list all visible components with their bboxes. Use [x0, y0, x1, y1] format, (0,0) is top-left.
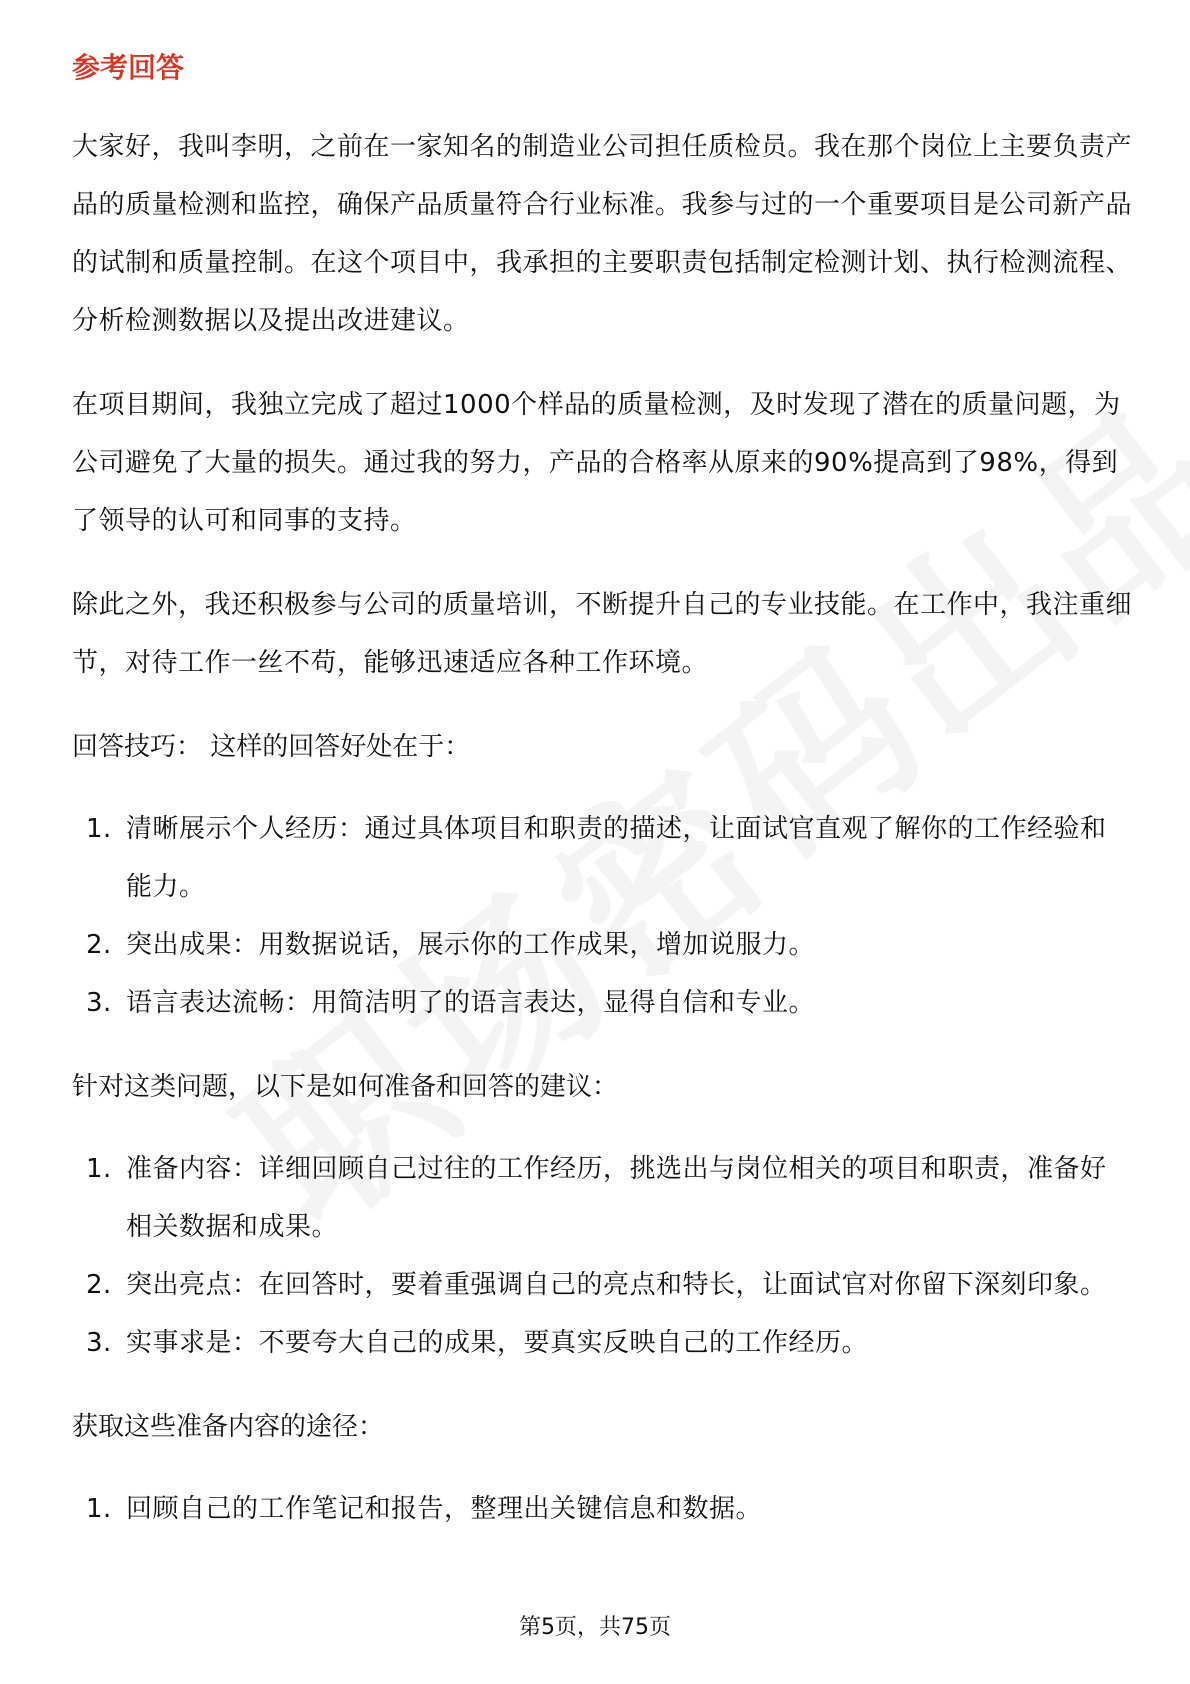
list-item-text: 突出亮点：在回答时，要着重强调自己的亮点和特长，让面试官对你留下深刻印象。 — [126, 1270, 1107, 1300]
sources-heading: 获取这些准备内容的途径： — [72, 1412, 385, 1442]
paragraph-project: 在项目期间，我独立完成了超过1000个样品的质量检测，及时发现了潜在的质量问题，为公司避免了大量的损失。通过我的努力，产品的合格率从原来的90%提高到了98%，得到了领导的认可和同事的支持。 — [72, 390, 1121, 536]
list-number: 2. — [86, 930, 112, 960]
list-number: 2. — [86, 1270, 112, 1300]
list-number: 1. — [86, 1154, 112, 1184]
list-number: 1. — [86, 814, 112, 844]
list-item — [72, 800, 1132, 916]
tips-list — [72, 800, 1132, 1032]
list-number: 1. — [86, 1494, 112, 1524]
list-number: 3. — [86, 1328, 112, 1358]
list-item — [72, 1256, 1132, 1314]
advice-list — [72, 1140, 1132, 1372]
list-item-text: 回顾自己的工作笔记和报告，整理出关键信息和数据。 — [126, 1494, 763, 1524]
list-item-text: 实事求是：不要夸大自己的成果，要真实反映自己的工作经历。 — [126, 1328, 869, 1358]
page-content — [72, 48, 1132, 1564]
page-title: 参考回答 — [72, 51, 185, 84]
page-number: 第5页，共75页 — [519, 1615, 671, 1640]
list-item-text: 语言表达流畅：用简洁明了的语言表达，显得自信和专业。 — [126, 988, 816, 1018]
paragraph-skills: 除此之外，我还积极参与公司的质量培训，不断提升自己的专业技能。在工作中，我注重细节，对待工作一丝不苟，能够迅速适应各种工作环境。 — [72, 590, 1133, 678]
list-item-text: 突出成果：用数据说话，展示你的工作成果，增加说服力。 — [126, 930, 816, 960]
advice-heading: 针对这类问题，以下是如何准备和回答的建议： — [72, 1072, 619, 1102]
list-number: 3. — [86, 988, 112, 1018]
list-item-text: 清晰展示个人经历：通过具体项目和职责的描述，让面试官直观了解你的工作经验和能力。 — [126, 814, 1107, 902]
tips-heading: 回答技巧： 这样的回答好处在于： — [72, 732, 471, 762]
paragraph-intro: 大家好，我叫李明，之前在一家知名的制造业公司担任质检员。我在那个岗位上主要负责产品的质量检测和监控，确保产品质量符合行业标准。我参与过的一个重要项目是公司新产品的试制和质量控制。在这个项目中，我承担的主要职责包括制定检测计划、执行检测流程、分析检测数据以及提出改进建议。 — [72, 132, 1133, 336]
list-item — [72, 974, 1132, 1032]
list-item — [72, 916, 1132, 974]
sources-list — [72, 1480, 1132, 1538]
list-item — [72, 1140, 1132, 1256]
list-item — [72, 1480, 1132, 1538]
list-item-text: 准备内容：详细回顾自己过往的工作经历，挑选出与岗位相关的项目和职责，准备好相关数据和成果。 — [126, 1154, 1107, 1242]
list-item — [72, 1314, 1132, 1372]
